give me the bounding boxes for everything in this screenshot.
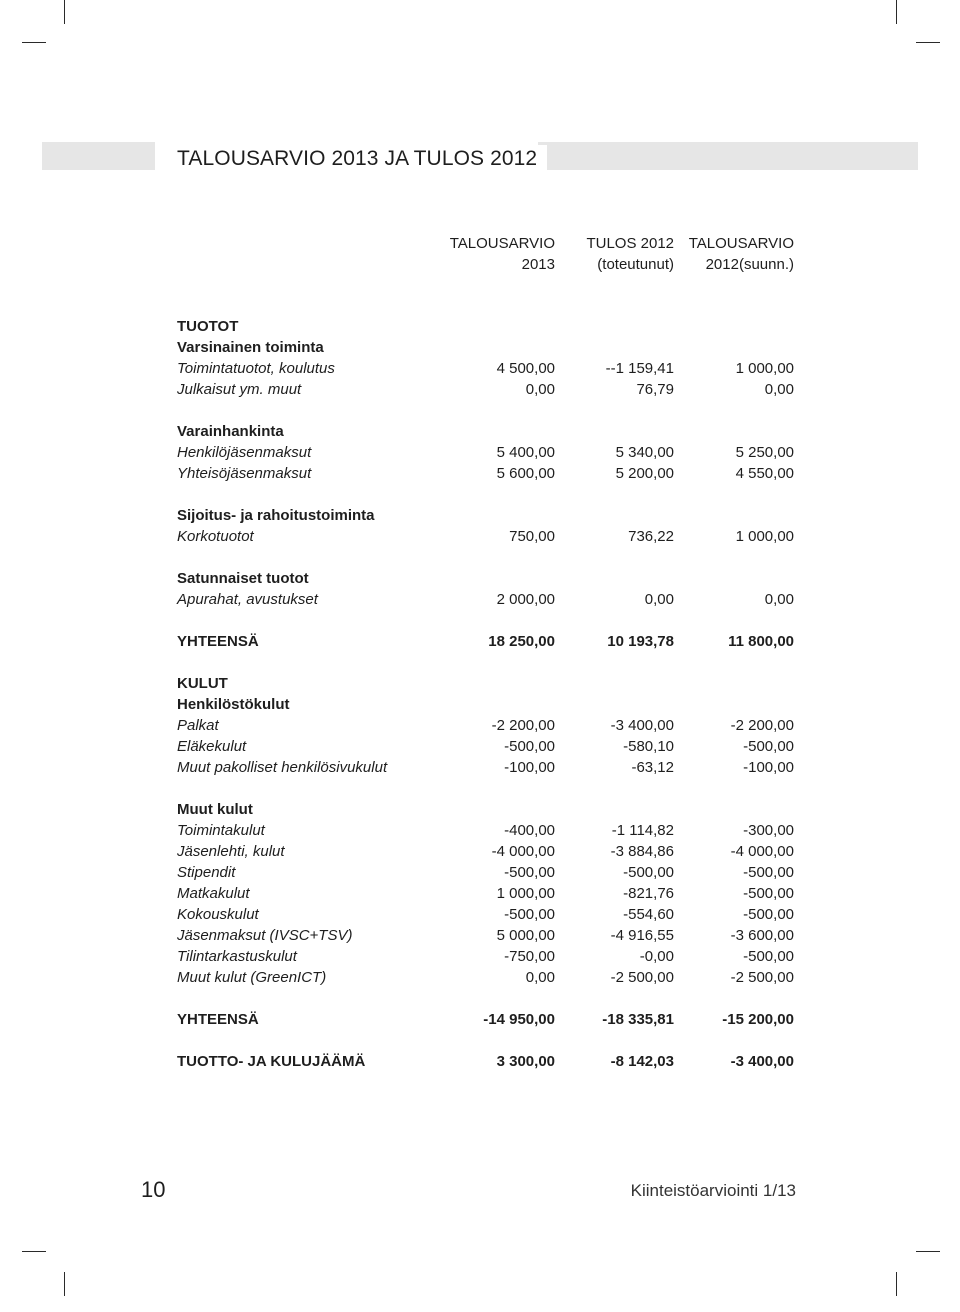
cell-value: -15 200,00 — [722, 1011, 794, 1028]
row-label: Satunnaiset tuotot — [177, 570, 309, 587]
row-label: Palkat — [177, 717, 219, 734]
table-row — [177, 820, 797, 841]
section-heading — [177, 568, 797, 589]
table-row — [177, 358, 797, 379]
section-heading — [177, 673, 797, 694]
cell-value: 0,00 — [525, 969, 555, 986]
cell-value: -14 950,00 — [483, 1011, 555, 1028]
total-row — [177, 631, 797, 652]
cell-value: -554,60 — [623, 906, 674, 923]
cell-value: 18 250,00 — [488, 633, 555, 650]
total-row — [177, 1009, 797, 1030]
cell-value: -3 400,00 — [730, 1053, 794, 1070]
total-row — [177, 1051, 797, 1072]
row-label: TUOTOT — [177, 318, 239, 335]
cell-value: -3 400,00 — [610, 717, 674, 734]
section-heading — [177, 799, 797, 820]
row-label: Matkakulut — [177, 885, 250, 902]
cell-value: 750,00 — [509, 528, 555, 545]
row-label: Muut kulut — [177, 801, 253, 818]
crop-mark — [896, 0, 897, 24]
cell-value: 0,00 — [764, 591, 794, 608]
row-label: KULUT — [177, 675, 228, 692]
column-header-result-2012: TULOS 2012 (toteutunut) — [586, 235, 674, 273]
table-row — [177, 925, 797, 946]
crop-mark — [896, 1272, 897, 1296]
cell-value: -4 916,55 — [610, 927, 674, 944]
cell-value: -2 200,00 — [730, 717, 794, 734]
cell-value: 736,22 — [628, 528, 674, 545]
cell-value: -500,00 — [743, 948, 794, 965]
cell-value: 76,79 — [636, 381, 674, 398]
row-label: Varsinainen toiminta — [177, 339, 324, 356]
section-heading — [177, 316, 797, 337]
row-label: Yhteisöjäsenmaksut — [177, 465, 312, 482]
table-row — [177, 442, 797, 463]
cell-value: -3 600,00 — [730, 927, 794, 944]
table-row — [177, 841, 797, 862]
table-row — [177, 379, 797, 400]
crop-mark — [64, 0, 65, 24]
cell-value: 11 800,00 — [728, 633, 794, 650]
cell-value: -100,00 — [743, 759, 794, 776]
cell-value: --1 159,41 — [605, 360, 674, 377]
cell-value: -2 500,00 — [730, 969, 794, 986]
cell-value: 5 250,00 — [735, 444, 794, 461]
table-row — [177, 967, 797, 988]
cell-value: -500,00 — [743, 906, 794, 923]
section-heading — [177, 505, 797, 526]
column-header-budget-2012: TALOUSARVIO 2012(suunn.) — [688, 235, 794, 273]
cell-value: -750,00 — [504, 948, 555, 965]
cell-value: 2 000,00 — [496, 591, 555, 608]
cell-value: -500,00 — [504, 738, 555, 755]
cell-value: 10 193,78 — [607, 633, 674, 650]
cell-value: 0,00 — [644, 591, 674, 608]
cell-value: 3 300,00 — [496, 1053, 555, 1070]
budget-table — [177, 316, 797, 1072]
cell-value: -500,00 — [504, 864, 555, 881]
crop-mark — [64, 1272, 65, 1296]
running-footer: Kiinteistöarviointi 1/13 — [630, 1181, 796, 1200]
row-label: Henkilöstökulut — [177, 696, 290, 713]
table-row — [177, 946, 797, 967]
cell-value: 4 500,00 — [496, 360, 555, 377]
table-row — [177, 526, 797, 547]
cell-value: -8 142,03 — [610, 1053, 674, 1070]
row-label: YHTEENSÄ — [177, 633, 259, 650]
table-row — [177, 736, 797, 757]
row-label: Muut pakolliset henkilösivukulut — [177, 759, 388, 776]
row-label: Toimintatuotot, koulutus — [177, 360, 335, 377]
cell-value: -0,00 — [639, 948, 674, 965]
cell-value: -500,00 — [743, 738, 794, 755]
table-row — [177, 715, 797, 736]
row-label: Stipendit — [177, 864, 236, 881]
section-heading — [177, 694, 797, 715]
row-label: Muut kulut (GreenICT) — [177, 969, 327, 986]
cell-value: -18 335,81 — [602, 1011, 674, 1028]
row-label: Julkaisut ym. muut — [177, 381, 302, 398]
page-title: TALOUSARVIO 2013 JA TULOS 2012 — [177, 145, 547, 173]
cell-value: -1 114,82 — [611, 822, 674, 839]
cell-value: -63,12 — [631, 759, 674, 776]
table-row — [177, 883, 797, 904]
column-header-budget-2013: TALOUSARVIO 2013 — [449, 235, 555, 273]
cell-value: -821,76 — [623, 885, 674, 902]
cell-value: -400,00 — [504, 822, 555, 839]
cell-value: -580,10 — [623, 738, 674, 755]
section-heading — [177, 337, 797, 358]
row-label: Eläkekulut — [177, 738, 247, 755]
cell-value: -3 884,86 — [610, 843, 674, 860]
cell-value: -4 000,00 — [491, 843, 555, 860]
crop-mark — [22, 1251, 46, 1252]
row-label: TUOTTO- JA KULUJÄÄMÄ — [177, 1053, 366, 1070]
row-label: Henkilöjäsenmaksut — [177, 444, 312, 461]
cell-value: -500,00 — [743, 864, 794, 881]
table-row — [177, 589, 797, 610]
cell-value: 5 200,00 — [615, 465, 674, 482]
cell-value: 1 000,00 — [735, 528, 794, 545]
cell-value: -500,00 — [504, 906, 555, 923]
crop-mark — [916, 1251, 940, 1252]
cell-value: -4 000,00 — [730, 843, 794, 860]
table-row — [177, 463, 797, 484]
row-label: Korkotuotot — [177, 528, 254, 545]
cell-value: 5 600,00 — [496, 465, 555, 482]
row-label: YHTEENSÄ — [177, 1011, 259, 1028]
row-label: Varainhankinta — [177, 423, 284, 440]
row-label: Jäsenmaksut (IVSC+TSV) — [177, 927, 353, 944]
section-heading — [177, 421, 797, 442]
cell-value: 5 000,00 — [496, 927, 555, 944]
row-label: Tilintarkastuskulut — [177, 948, 297, 965]
crop-mark — [916, 42, 940, 43]
cell-value: 1 000,00 — [496, 885, 555, 902]
cell-value: -500,00 — [743, 885, 794, 902]
table-row — [177, 862, 797, 883]
cell-value: -500,00 — [623, 864, 674, 881]
cell-value: 0,00 — [764, 381, 794, 398]
row-label: Toimintakulut — [177, 822, 265, 839]
table-row — [177, 757, 797, 778]
cell-value: 0,00 — [525, 381, 555, 398]
page-number: 10 — [141, 1177, 166, 1202]
cell-value: 4 550,00 — [735, 465, 794, 482]
row-label: Apurahat, avustukset — [177, 591, 318, 608]
row-label: Kokouskulut — [177, 906, 259, 923]
table-row — [177, 904, 797, 925]
crop-mark — [22, 42, 46, 43]
cell-value: -300,00 — [743, 822, 794, 839]
cell-value: 5 400,00 — [496, 444, 555, 461]
cell-value: -100,00 — [504, 759, 555, 776]
cell-value: 5 340,00 — [615, 444, 674, 461]
cell-value: -2 200,00 — [491, 717, 555, 734]
cell-value: 1 000,00 — [735, 360, 794, 377]
row-label: Sijoitus- ja rahoitustoiminta — [177, 507, 375, 524]
cell-value: -2 500,00 — [610, 969, 674, 986]
row-label: Jäsenlehti, kulut — [177, 843, 285, 860]
